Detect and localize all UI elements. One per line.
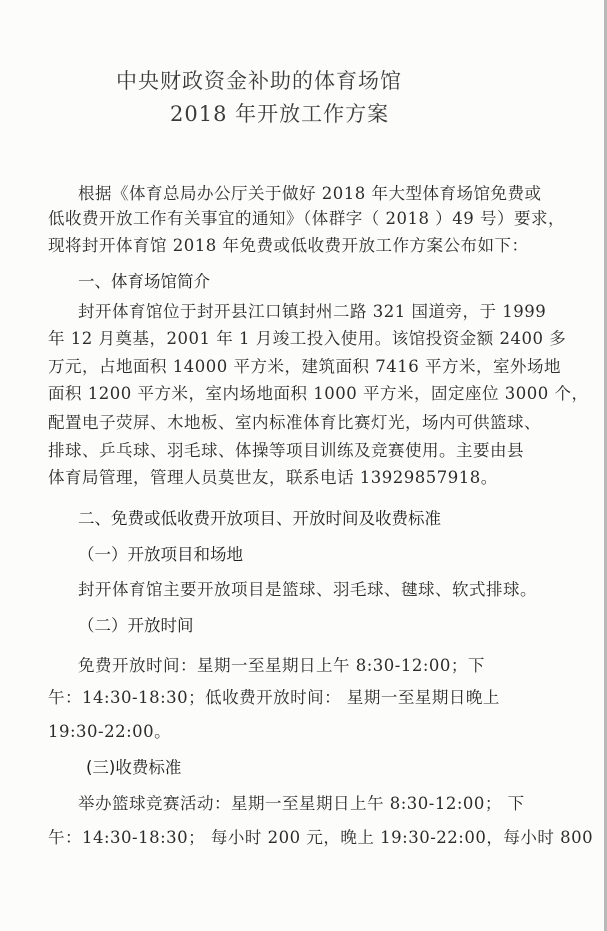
section-2-heading: 二、免费或低收费开放项目、开放时间及收费标准 — [78, 509, 441, 528]
intro-line-2: 低收费开放工作有关事宜的通知》（体群字（ 2018 ）49 号）要求， — [48, 209, 565, 228]
section-1-line-6: 排球、乒乓球、羽毛球、体操等项目训练及竞赛使用。主要由县 — [48, 441, 524, 460]
section-2-sub-3-line-1: 举办篮球竞赛活动：星期一至星期日上午 8:30-12:00； 下 — [78, 794, 525, 813]
section-2-sub-1-heading: （一）开放项目和场地 — [78, 545, 243, 564]
section-1-line-3: 万元，占地面积 14000 平方米，建筑面积 7416 平方米，室外场地 — [48, 357, 561, 376]
section-2-sub-1-line-1: 封开体育馆主要开放项目是篮球、羽毛球、毽球、软式排球。 — [78, 580, 537, 599]
section-2-sub-2-line-1: 免费开放时间：星期一至星期日上午 8:30-12:00；下 — [78, 656, 485, 675]
section-2-sub-3-heading: (三)收费标准 — [86, 758, 182, 777]
section-1-line-5: 配置电子荧屏、木地板、室内标准体育比赛灯光，场内可供篮球、 — [48, 413, 541, 432]
section-1-line-1: 封开体育馆位于封开县江口镇封州二路 321 国道旁，于 1999 — [78, 302, 547, 321]
intro-line-3: 现将封开体育馆 2018 年免费或低收费开放工作方案公布如下： — [48, 236, 529, 255]
section-1-line-2: 年 12 月奠基，2001 年 1 月竣工投入使用。该馆投资金额 2400 多 — [48, 329, 567, 348]
section-1-heading: 一、体育场馆简介 — [78, 272, 210, 291]
document-title-line-1: 中央财政资金补助的体育场馆 — [116, 69, 402, 93]
section-1-line-7: 体育局管理，管理人员莫世友，联系电话 13929857918。 — [48, 468, 498, 487]
section-2-sub-2-line-2: 午：14:30-18:30；低收费开放时间： 星期一至星期日晚上 — [48, 688, 500, 707]
section-1-line-4: 面积 1200 平方米，室内场地面积 1000 平方米，固定座位 3000 个， — [48, 384, 589, 403]
section-2-sub-2-line-3: 19:30-22:00。 — [48, 722, 172, 741]
intro-line-1: 根据《体育总局办公厅关于做好 2018 年大型体育场馆免费或 — [78, 184, 542, 203]
section-2-sub-3-line-2: 午：14:30-18:30； 每小时 200 元，晚上 19:30-22:00，每小时 800 — [48, 828, 594, 847]
document-title-line-2: 2018 年开放工作方案 — [170, 102, 390, 126]
section-2-sub-2-heading: （二）开放时间 — [78, 616, 194, 635]
